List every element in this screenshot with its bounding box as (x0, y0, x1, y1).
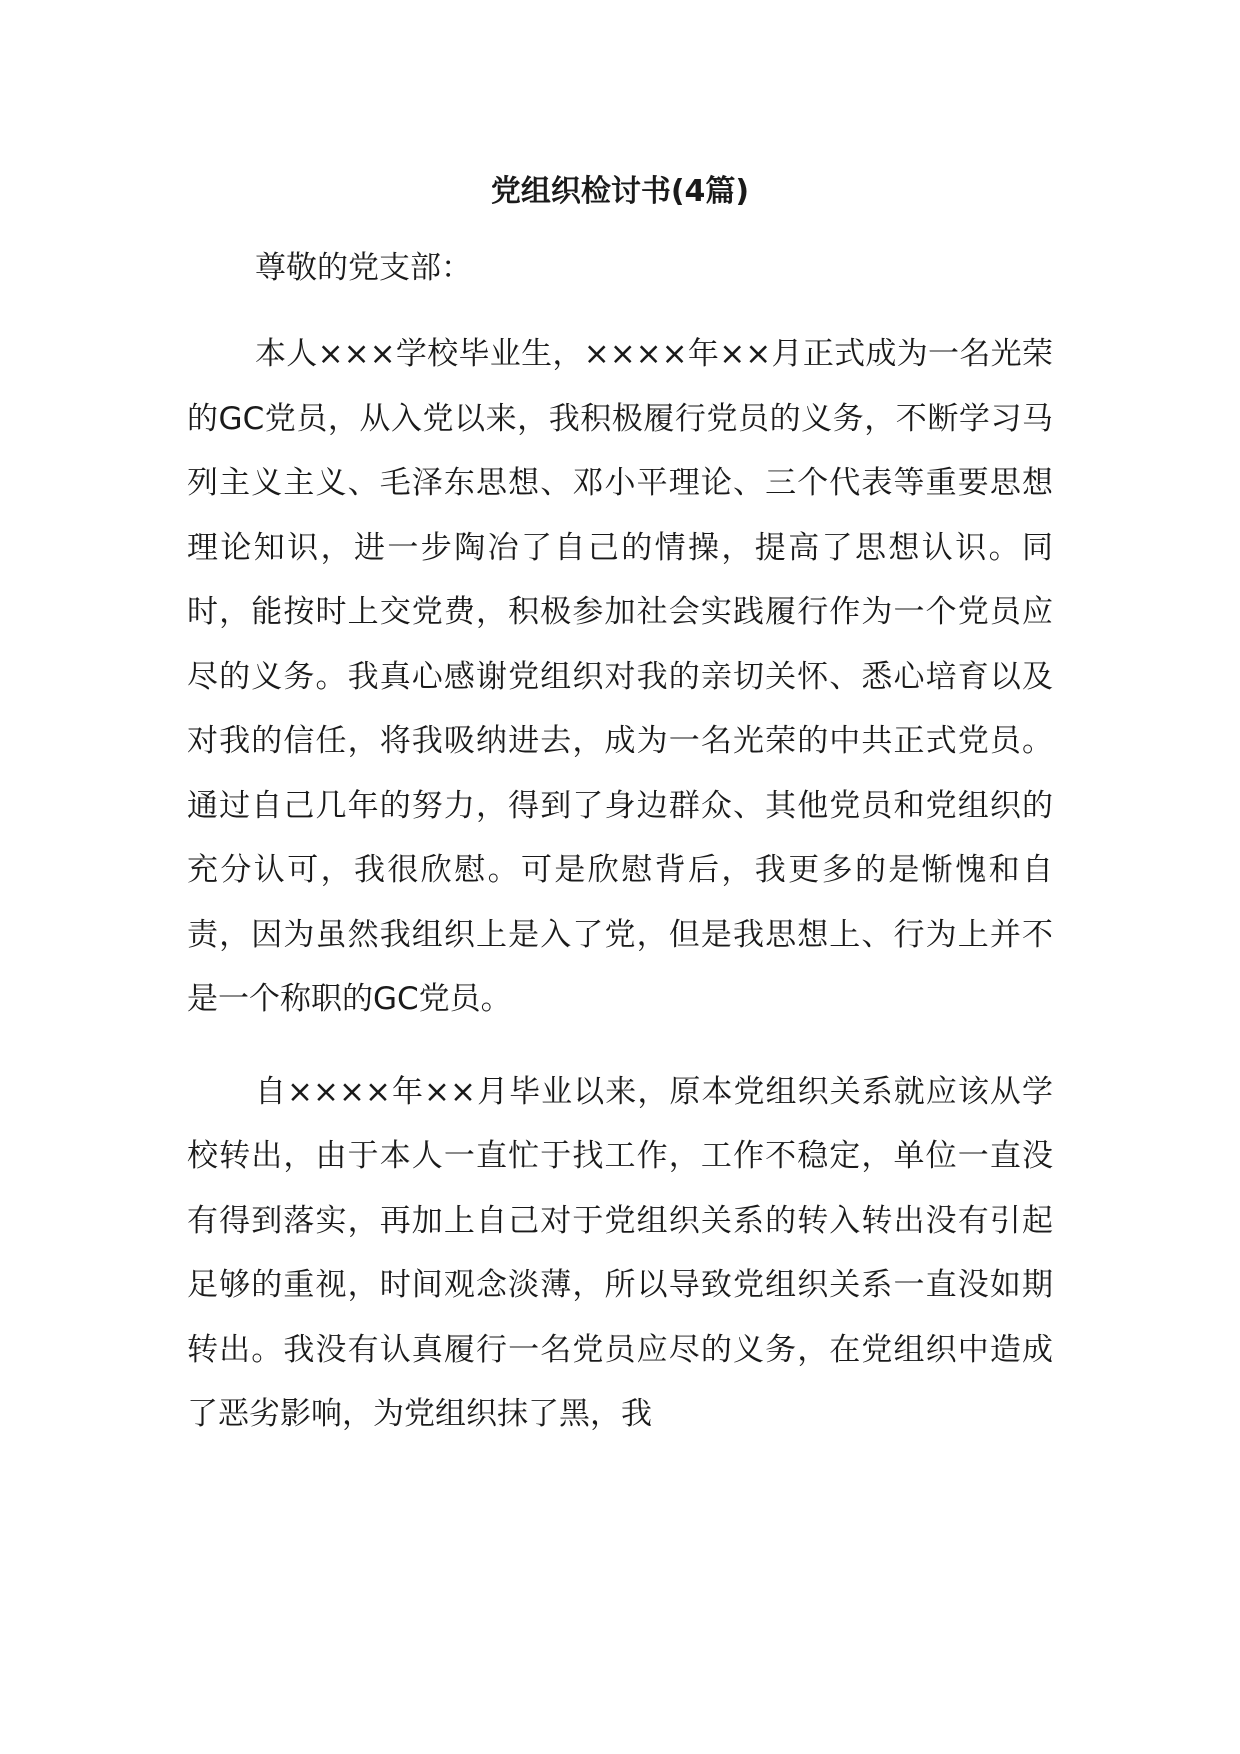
document-body (187, 236, 1053, 1447)
paragraph-2: 自××××年××月毕业以来，原本党组织关系就应该从学校转出，由于本人一直忙于找工作，工作不稳定，单位一直没有得到落实，再加上自己对于党组织关系的转入转出没有引起足够的重视，时间观念淡薄，所以导致党组织关系一直没如期转出。我没有认真履行一名党员应尽的义务，在党组织中造成了恶劣影响，为党组织抹了黑，我 (187, 1073, 1053, 1432)
document-title: 党组织检讨书(4篇) (490, 174, 750, 209)
salutation: 尊敬的党支部： (255, 250, 472, 286)
paragraph-1: 本人×××学校毕业生，××××年××月正式成为一名光荣的GC党员，从入党以来，我积极履行党员的义务，不断学习马列主义主义、毛泽东思想、邓小平理论、三个代表等重要思想理论知识，进一步陶冶了自己的情操，提高了思想认识。同时，能按时上交党费，积极参加社会实践履行作为一个党员应尽的义务。我真心感谢党组织对我的亲切关怀、悉心培育以及对我的信任，将我吸纳进去，成为一名光荣的中共正式党员。通过自己几年的努力，得到了身边群众、其他党员和党组织的充分认可，我很欣慰。可是欣慰背后，我更多的是惭愧和自责，因为虽然我组织上是入了党，但是我思想上、行为上并不是一个称职的GC党员。 (187, 336, 1053, 1017)
